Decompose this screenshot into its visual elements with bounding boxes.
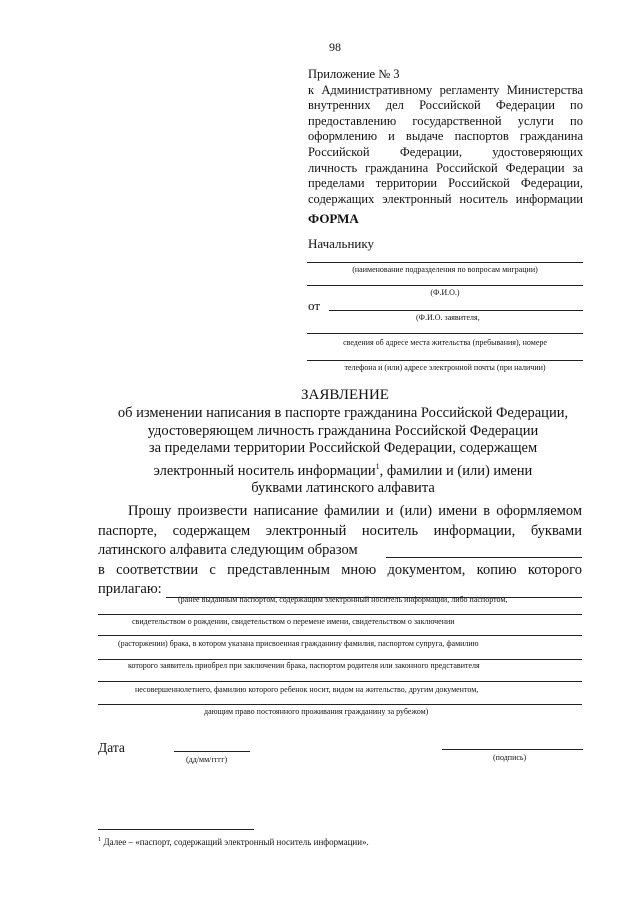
dept-caption: (наименование подразделения по вопросам миграции) bbox=[352, 265, 538, 274]
appendix-line: Российской Федерации, удостоверяющих bbox=[308, 144, 583, 159]
subtitle-line: об изменении написания в паспорте гражданина Российской Федерации, bbox=[117, 405, 569, 421]
subtitle-line: за пределами территории Российской Федерации, содержащем bbox=[148, 440, 538, 456]
subtitle-line-4 bbox=[98, 458, 588, 480]
appendix-line: личность гражданина Российской Федерации за bbox=[308, 160, 583, 175]
footnote-text: Далее – «паспорт, содержащий электронный носитель информации». bbox=[101, 837, 369, 847]
date-caption: (дд/мм/гггг) bbox=[186, 755, 228, 764]
doc-caption: несовершеннолетнего, фамилию которого ребенок носит, видом на жительство, другим документом, bbox=[135, 685, 479, 694]
doc-caption: которого заявитель приобрел при заключении брака, паспортом родителя или законного представителя bbox=[128, 661, 480, 670]
appendix-line: предоставлению государственной услуги по bbox=[308, 113, 583, 128]
doc-caption: (ранее выданным паспортом, содержащим электронный носитель информации, либо паспортом, bbox=[178, 595, 508, 604]
doc-line bbox=[98, 659, 582, 660]
signature-line bbox=[442, 749, 583, 750]
subtitle-line: удостоверяющем личность гражданина Российской Федерации bbox=[147, 422, 539, 439]
footnote-number: 1 bbox=[98, 836, 102, 843]
appendix-title: Приложение № 3 bbox=[308, 67, 400, 81]
date-label: Дата bbox=[98, 740, 125, 755]
subtitle-line-4-a: электронный носитель информации bbox=[153, 462, 376, 479]
phone-caption: телефона и (или) адресе электронной почты (при наличии) bbox=[344, 363, 546, 372]
footnote bbox=[98, 836, 369, 847]
appendix-block bbox=[308, 67, 583, 207]
appendix-line: содержащих электронный носитель информации bbox=[308, 191, 583, 206]
doc-caption: свидетельством о рождении, свидетельством о перемене имени, свидетельством о заключении bbox=[132, 617, 455, 626]
body-line-5: прилагаю: bbox=[98, 581, 162, 597]
footnote-mark: 1 bbox=[375, 461, 380, 471]
body-paragraph bbox=[98, 502, 582, 600]
appendix-line: оформлению и выдаче паспортов гражданина bbox=[308, 129, 583, 144]
appendix-line: пределами территории Российской Федерации, bbox=[308, 176, 583, 191]
subtitle-line-4-b: , фамилии и (или) имени bbox=[379, 462, 533, 479]
body-line-3: латинского алфавита следующим образом bbox=[98, 542, 358, 558]
doc-caption: дающим право постоянного проживания гражданину за рубежом) bbox=[204, 707, 429, 716]
from-label: от bbox=[308, 298, 321, 313]
dept-line bbox=[307, 262, 583, 263]
doc-line bbox=[98, 635, 582, 636]
address-caption: сведения об адресе места жительства (пребывания), номере bbox=[343, 338, 547, 347]
statement-heading: ЗАЯВЛЕНИЕ bbox=[301, 387, 389, 403]
doc-caption: (расторжении) брака, в котором указана присвоенная гражданину фамилия, паспортом супруга, фамилию bbox=[118, 639, 479, 648]
doc-line bbox=[98, 704, 582, 705]
appendix-line: к Административному регламенту Министерства bbox=[308, 82, 583, 97]
footnote-separator bbox=[98, 829, 254, 830]
fio-line bbox=[307, 285, 583, 286]
body-line-2: паспорте, содержащем электронный носитель информации, буквами bbox=[98, 522, 582, 539]
applicant-caption: (Ф.И.О. заявителя, bbox=[416, 313, 480, 322]
statement-subtitle bbox=[98, 405, 588, 497]
addressee-to: Начальнику bbox=[308, 236, 375, 251]
latin-spelling-line bbox=[386, 557, 582, 558]
appendix-line: внутренних дел Российской Федерации по bbox=[308, 98, 583, 113]
doc-line bbox=[98, 614, 582, 615]
signature-caption: (подпись) bbox=[493, 753, 527, 762]
address-line bbox=[307, 333, 583, 334]
fio-caption: (Ф.И.О.) bbox=[430, 288, 460, 297]
date-line bbox=[174, 751, 250, 752]
body-line-1: Прошу произвести написание фамилии и (или) имени в оформляемом bbox=[128, 503, 582, 519]
page-number: 98 bbox=[329, 40, 341, 54]
applicant-line bbox=[329, 310, 583, 311]
phone-line bbox=[307, 360, 583, 361]
body-line-4: в соответствии с представленным мною документом, копию которого bbox=[98, 561, 582, 578]
doc-line bbox=[98, 681, 582, 682]
subtitle-line: буквами латинского алфавита bbox=[251, 479, 435, 496]
form-label: ФОРМА bbox=[308, 211, 359, 226]
